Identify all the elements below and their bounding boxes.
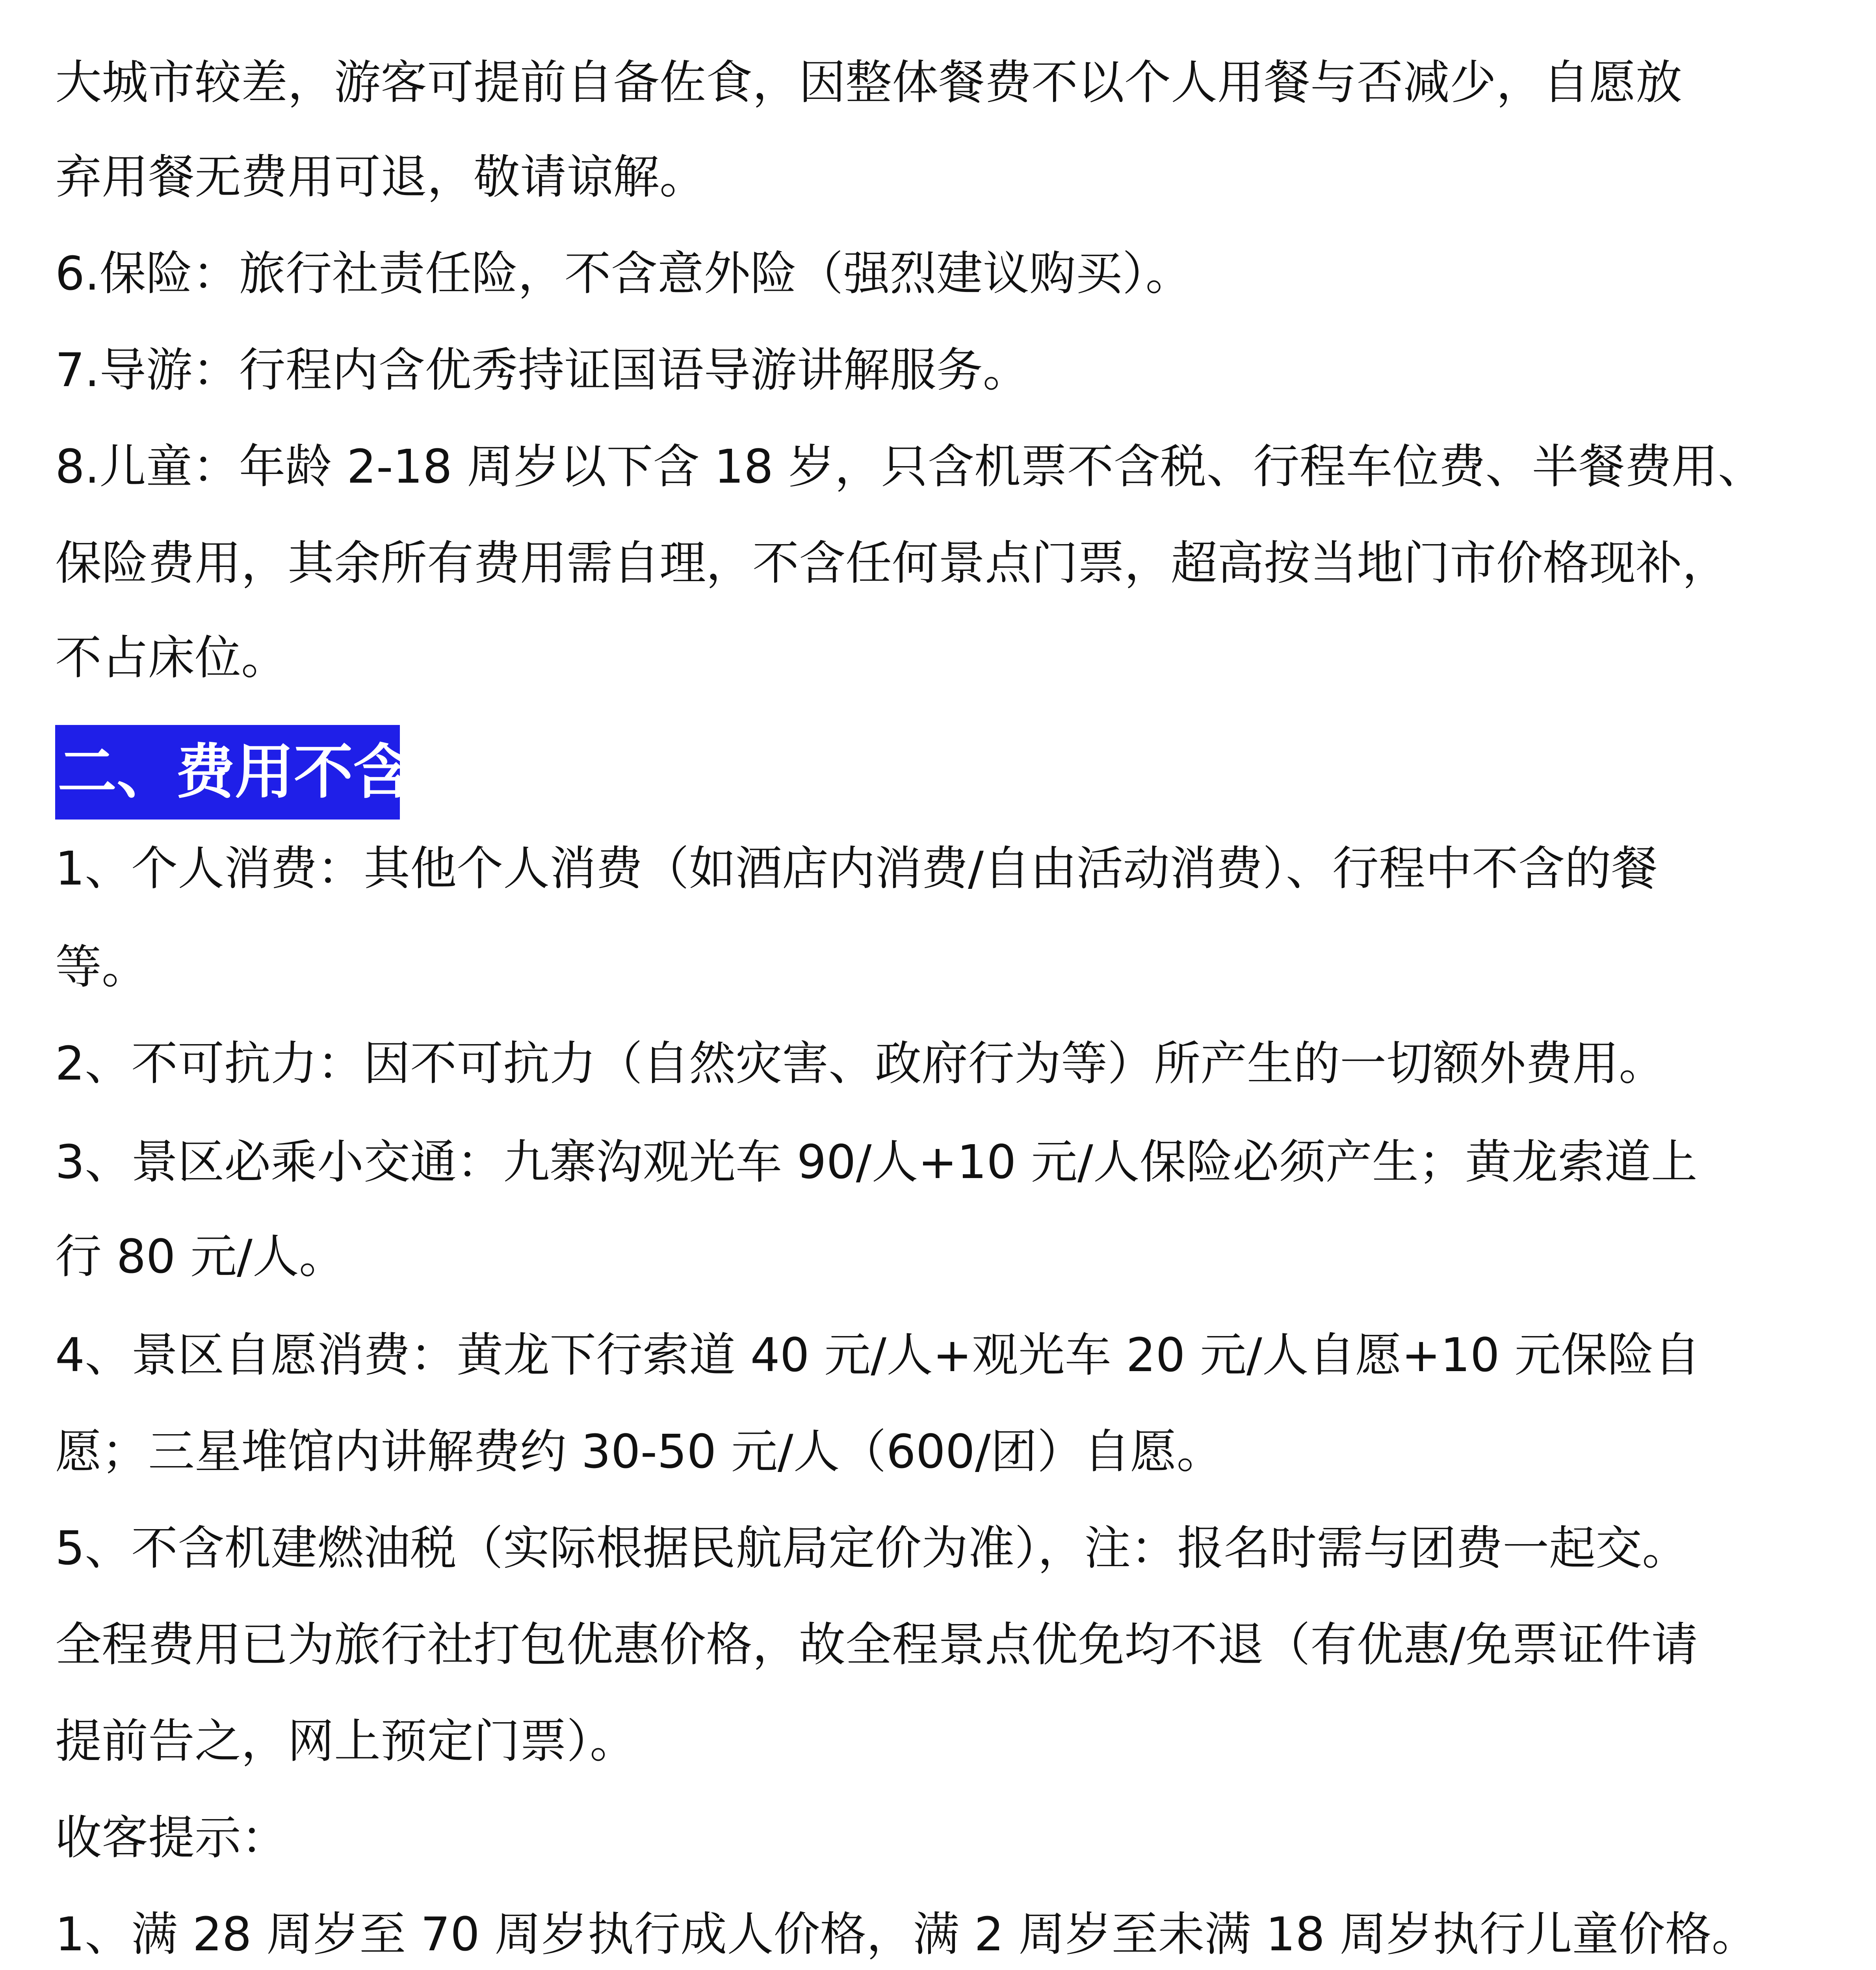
text-line: 收客提示：: [55, 1810, 288, 1865]
text-line: 行 80 元/人。: [55, 1229, 345, 1284]
section-heading: 二、费用不含: [55, 725, 400, 820]
text-line: 5、不含机建燃油税（实际根据民航局定价为准），注：报名时需与团费一起交。: [55, 1521, 1689, 1575]
text-line: 7.导游：行程内含优秀持证国语导游讲解服务。: [55, 343, 1029, 397]
text-line: 3、景区必乘小交通：九寨沟观光车 90/人+10 元/人保险必须产生；黄龙索道上: [55, 1135, 1698, 1189]
text-line: 愿；三星堆馆内讲解费约 30-50 元/人（600/团）自愿。: [55, 1424, 1223, 1479]
text-line: 1、满 28 周岁至 70 周岁执行成人价格，满 2 周岁至未满 18 周岁执行儿童价格。: [55, 1907, 1758, 1961]
text-line: 1、个人消费：其他个人消费（如酒店内消费/自由活动消费）、行程中不含的餐: [55, 841, 1658, 896]
text-line: 不占床位。: [55, 630, 288, 685]
text-line: 6.保险：旅行社责任险，不含意外险（强烈建议购买）。: [55, 246, 1192, 301]
text-line: 2、不可抗力：因不可抗力（自然灾害、政府行为等）所产生的一切额外费用。: [55, 1036, 1666, 1091]
text-line: 保险费用，其余所有费用需自理，不含任何景点门票，超高按当地门市价格现补，: [55, 536, 1729, 590]
text-line: 弃用餐无费用可退，敬请谅解。: [55, 150, 706, 204]
text-line: 大城市较差，游客可提前自备佐食，因整体餐费不以个人用餐与否减少，自愿放: [55, 55, 1683, 110]
text-line: 提前告之，网上预定门票）。: [55, 1714, 637, 1768]
text-line: 8.儿童：年龄 2-18 周岁以下含 18 岁，只含机票不含税、行程车位费、半餐费用、: [55, 439, 1765, 494]
text-line: 等。: [55, 940, 149, 994]
text-line: 4、景区自愿消费：黄龙下行索道 40 元/人+观光车 20 元/人自愿+10 元保险自: [55, 1328, 1701, 1382]
text-line: 全程费用已为旅行社打包优惠价格，故全程景点优免均不退（有优惠/免票证件请: [55, 1617, 1698, 1672]
